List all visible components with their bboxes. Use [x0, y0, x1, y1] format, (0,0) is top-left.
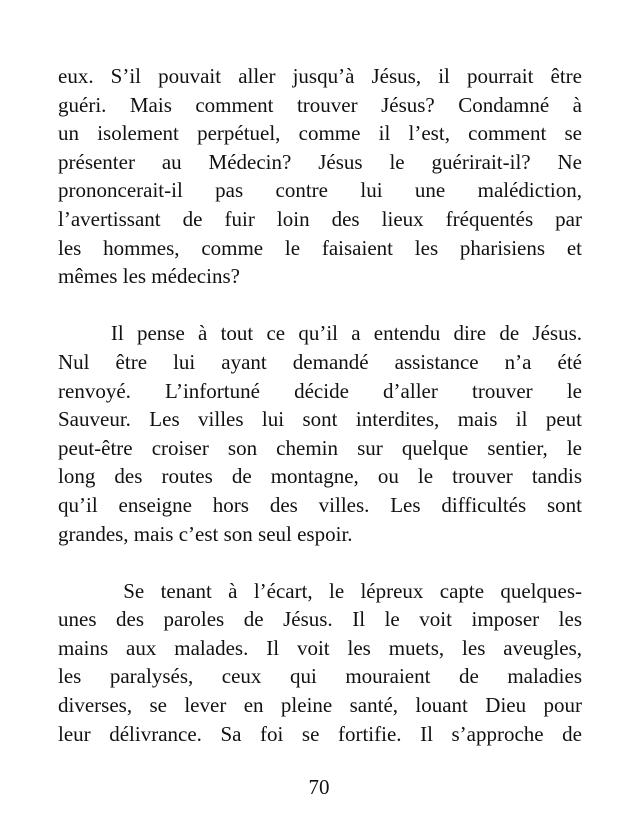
- text-line: prononcerait-il pas contre lui une malédiction,: [58, 178, 582, 203]
- text-line: guéri. Mais comment trouver Jésus? Condamné à: [58, 92, 582, 117]
- paragraph-2: [58, 319, 582, 548]
- text-line: présenter au Médecin? Jésus le guérirait-il? Ne: [58, 149, 582, 174]
- text-line: Sauveur. Les villes lui sont interdites, mais il peut: [58, 407, 582, 432]
- text-line: les paralysés, ceux qui mouraient de maladies: [58, 664, 582, 689]
- text-line: leur délivrance. Sa foi se fortifie. Il s’approche de: [58, 721, 582, 746]
- paragraph-1: [58, 62, 582, 291]
- page-number: 70: [308, 775, 330, 799]
- text-line: unes des paroles de Jésus. Il le voit imposer les: [58, 607, 582, 632]
- text-line: mains aux malades. Il voit les muets, les aveugles,: [58, 635, 582, 660]
- paragraph-spacer: [58, 548, 582, 577]
- text-line: un isolement perpétuel, comme il l’est, comment se: [58, 121, 582, 146]
- text-line: Il pense à tout ce qu’il a entendu dire de Jésus.: [58, 321, 582, 346]
- text-line: Se tenant à l’écart, le lépreux capte quelques-: [58, 578, 582, 603]
- text-line: l’avertissant de fuir loin des lieux fréquentés par: [58, 206, 582, 231]
- paragraph-spacer: [58, 291, 582, 320]
- text-line: long des routes de montagne, ou le trouver tandis: [58, 464, 582, 489]
- text-line: renvoyé. L’infortuné décide d’aller trouver le: [58, 378, 582, 403]
- text-line: grandes, mais c’est son seul espoir.: [58, 521, 353, 546]
- page-body: [58, 62, 582, 748]
- text-line: mêmes les médecins?: [58, 264, 240, 289]
- text-line: peut-être croiser son chemin sur quelque sentier, le: [58, 435, 582, 460]
- text-line: eux. S’il pouvait aller jusqu’à Jésus, il pourrait être: [58, 64, 582, 88]
- paragraph-3: [58, 577, 582, 749]
- text-line: Nul être lui ayant demandé assistance n’a été: [58, 349, 582, 374]
- text-line: diverses, se lever en pleine santé, louant Dieu pour: [58, 693, 582, 718]
- text-line: les hommes, comme le faisaient les pharisiens et: [58, 235, 582, 260]
- text-line: qu’il enseigne hors des villes. Les difficultés sont: [58, 492, 582, 517]
